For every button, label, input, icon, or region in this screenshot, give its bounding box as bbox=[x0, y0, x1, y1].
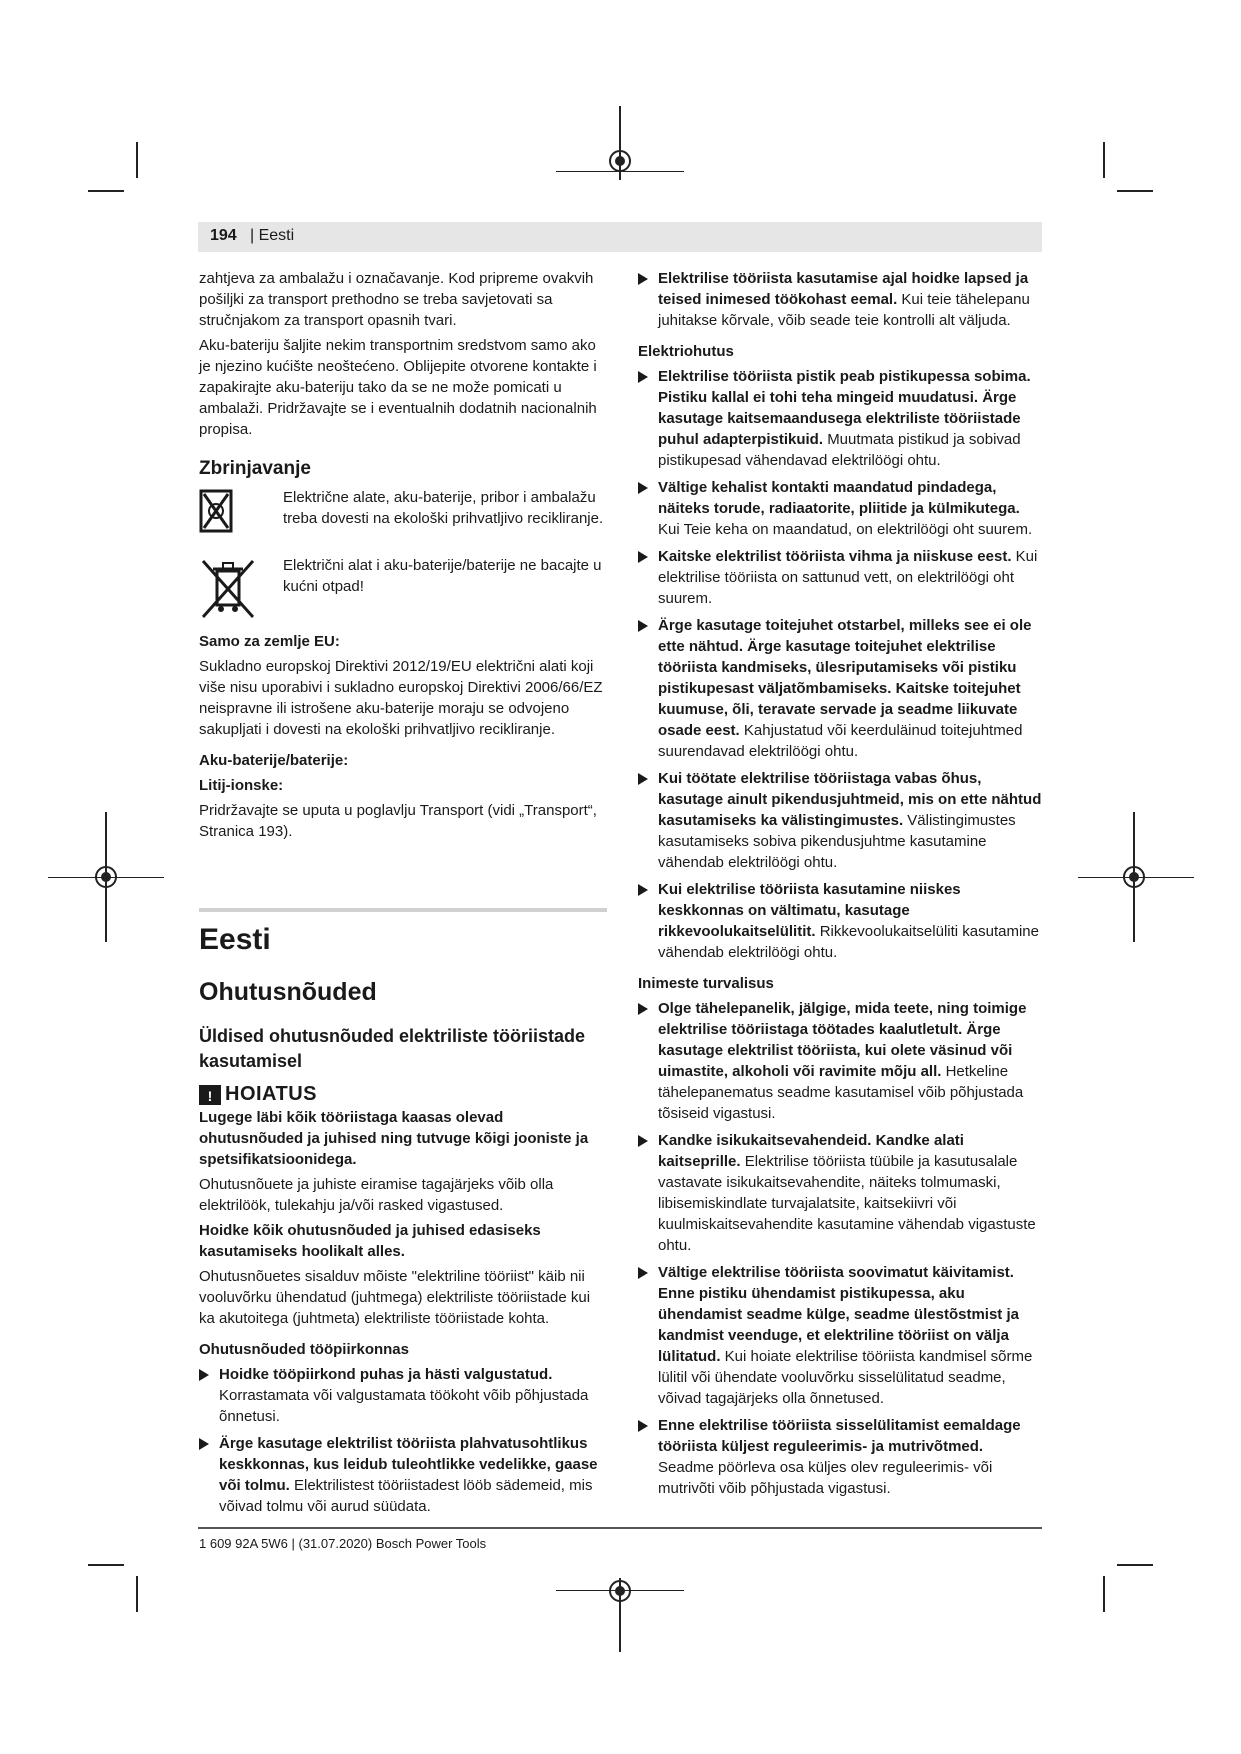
crop-mark bbox=[136, 142, 138, 178]
page-header bbox=[198, 222, 1042, 252]
crop-mark bbox=[88, 190, 124, 192]
bullet-arrow-icon bbox=[638, 773, 648, 785]
warning-triangle-icon: ! bbox=[199, 1085, 221, 1105]
disposal-item bbox=[199, 487, 607, 553]
general-safety-title: Üldised ohutusnõuded elektriliste tööriistade kasutamisel bbox=[199, 1026, 586, 1071]
section-divider bbox=[199, 908, 607, 912]
eu-text: Sukladno europskoj Direktivi 2012/19/EU električni alati koji više nisu uporabivi i sukladno europskoj Direktivi 2006/66/EZ neispravne ili istrošene aku-baterije moraju se odvojeno sakupljati i dovesti na ekološki prihvatljivo recikliranje. bbox=[199, 658, 603, 738]
list-item: Olge tähelepanelik, jälgige, mida teete, ning toimige elektrilise tööriistaga töötades kaalutletult. Ärge kasutage elektrilist tööriista, kui olete väsinud või uimastite, alkoholi või ravimite mõju all. Hetkeline tähelepanematus seadme kasutamisel võib põhjustada tõsiseid vigastusi. bbox=[638, 998, 1042, 1124]
bullet-arrow-icon bbox=[638, 884, 648, 896]
list-item: Elektrilise tööriista kasutamise ajal hoidke lapsed ja teised inimesed töökohast eemal. Kui teie tähelepanu juhitakse kõrvale, võib seade teie kontrolli alt väljuda. bbox=[638, 268, 1042, 331]
crop-mark bbox=[1117, 1564, 1153, 1566]
list-item: Kui elektrilise tööriista kasutamine niiskes keskkonnas on vältimatu, kasutage rikkevoolukaitselülitit. Rikkevoolukaitselüliti kasutamine vähendab elektrilöögi ohtu. bbox=[638, 879, 1042, 963]
footer-rule bbox=[198, 1527, 1042, 1529]
disposal-item bbox=[199, 555, 607, 621]
right-column bbox=[638, 268, 1042, 1505]
warning-badge bbox=[199, 1084, 357, 1105]
disposal-text-bin: Električni alat i aku-baterije/baterije ne bacajte u kućni otpad! bbox=[283, 557, 602, 595]
personal-safety-heading: Inimeste turvalisus bbox=[638, 975, 774, 992]
list-item: Ärge kasutage elektrilist tööriista plahvatusohtlikus keskkonnas, kus leidub tuleohtlikke vedelikke, gaase või tolmu. Elektrilistest tööriistadest lööb sädemeid, mis võivad tolmu või aurud süüdata. bbox=[199, 1433, 607, 1517]
list-item: Vältige elektrilise tööriista soovimatut käivitamist. Enne pistiku ühendamist pistikupessa, aku ühendamist seadme külge, seadme ülestõstmist ja kandmist veenduge, et elektriline tööriist on välja lülitatud. Kui hoiate elektrilise tööriista kandmisel sõrme lülitil või ühendate vooluvõrku sisselülitatud seadme, võivad tagajärjeks olla õnnetused. bbox=[638, 1262, 1042, 1409]
intro-paragraph: zahtjeva za ambalažu i označavanje. Kod pripreme ovakvih pošiljki za transport prethodno se treba savjetovati sa stručnjakom za transport opasnih tvari. bbox=[199, 270, 594, 329]
header-section: | Eesti bbox=[250, 227, 295, 244]
registration-mark-icon bbox=[609, 150, 631, 172]
liion-text: Pridržavajte se uputa u poglavlju Transport (vidi „Transport“, Stranica 193). bbox=[199, 802, 597, 840]
warning-text: Ohutusnõuete ja juhiste eiramise tagajärjeks võib olla elektrilöök, tulekahju ja/või rasked vigastused. bbox=[199, 1176, 554, 1214]
list-item: Kui töötate elektrilise tööriistaga vabas õhus, kasutage ainult pikendusjuhtmeid, mis on ette nähtud kasutamiseks ka välistingimustes. Välistingimustes kasutamiseks sobiva pikendusjuhtme kasutamine vähendab elektrilöögi ohtu. bbox=[638, 768, 1042, 873]
warning-block bbox=[199, 1084, 607, 1105]
footer-text: 1 609 92A 5W6 | (31.07.2020) Bosch Power Tools bbox=[199, 1536, 487, 1551]
left-column bbox=[199, 268, 607, 1523]
workplace-heading: Ohutusnõuded tööpiirkonnas bbox=[199, 1341, 409, 1358]
registration-mark-icon bbox=[95, 866, 117, 888]
crossed-bin-icon bbox=[199, 557, 257, 627]
term-definition: Ohutusnõuetes sisalduv mõiste "elektriline tööriist" käib nii vooluvõrku ühendatud (juhtmega) elektriliste tööriistade kui ka akutoitega (juhtmeta) elektriliste tööriistade kohta. bbox=[199, 1268, 591, 1327]
recycle-symbol-icon bbox=[199, 489, 233, 539]
bullet-arrow-icon bbox=[638, 620, 648, 632]
safety-title: Ohutusnõuded bbox=[199, 978, 377, 1006]
disposal-heading: Zbrinjavanje bbox=[199, 458, 311, 479]
crop-mark bbox=[1103, 142, 1105, 178]
keep-instructions-bold: Hoidke kõik ohutusnõuded ja juhised edasiseks kasutamiseks hoolikalt alles. bbox=[199, 1222, 541, 1260]
registration-mark-icon bbox=[1123, 866, 1145, 888]
bullet-arrow-icon bbox=[638, 273, 648, 285]
bullet-arrow-icon bbox=[638, 371, 648, 383]
list-item: Vältige kehalist kontakti maandatud pindadega, näiteks torude, radiaatorite, pliitide ja külmikutega. Kui Teie keha on maandatud, on elektrilöögi oht suurem. bbox=[638, 477, 1042, 540]
list-item: Kaitske elektrilist tööriista vihma ja niiskuse eest. Kui elektrilise tööriista on sattunud vett, on elektrilöögi oht suurem. bbox=[638, 546, 1042, 609]
list-item: Hoidke tööpiirkond puhas ja hästi valgustatud. Korrastamata või valgustamata töökoht võib põhjustada õnnetusi. bbox=[199, 1364, 607, 1427]
bullet-arrow-icon bbox=[199, 1369, 209, 1381]
crop-mark bbox=[1117, 190, 1153, 192]
bullet-arrow-icon bbox=[638, 482, 648, 494]
bullet-arrow-icon bbox=[638, 1267, 648, 1279]
liion-heading: Litij-ionske: bbox=[199, 777, 284, 794]
crop-mark bbox=[136, 1576, 138, 1612]
list-item: Elektrilise tööriista pistik peab pistikupessa sobima. Pistiku kallal ei tohi teha mingeid muudatusi. Ärge kasutage kaitsemaandusega elektriliste tööriistade puhul adapterpistikuid. Muutmata pistikud ja sobivad pistikupesad vähendavad elektrilöögi ohtu. bbox=[638, 366, 1042, 471]
bullet-arrow-icon bbox=[638, 1003, 648, 1015]
batteries-heading: Aku-baterije/baterije: bbox=[199, 752, 349, 769]
registration-mark-icon bbox=[609, 1580, 631, 1602]
electric-safety-heading: Elektriohutus bbox=[638, 343, 734, 360]
crop-mark bbox=[88, 1564, 124, 1566]
bullet-arrow-icon bbox=[638, 1420, 648, 1432]
list-item: Ärge kasutage toitejuhet otstarbel, milleks see ei ole ette nähtud. Ärge kasutage toitejuhet elektrilise tööriista kandmiseks, ülesriputamiseks või pistiku pistikupesast väljatõmbamiseks. Kaitske toitejuhet kuumuse, õli, teravate servade ja seadme liikuvate osade eest. Kahjustatud või keerduläinud toitejuhtmed suurendavad elektrilöögi ohtu. bbox=[638, 615, 1042, 762]
shipping-paragraph: Aku-bateriju šaljite nekim transportnim sredstvom samo ako je njezino kućište neoštećeno. Oblijepite otvorene kontakte i zapakirajte aku-bateriju tako da se ne može pomicati u ambalaži. Pridržavajte se i eventualnih dodatnih nacionalnih propisa. bbox=[199, 337, 597, 438]
eu-heading: Samo za zemlje EU: bbox=[199, 633, 340, 650]
bullet-arrow-icon bbox=[638, 551, 648, 563]
list-item: Kandke isikukaitsevahendeid. Kandke alati kaitseprille. Elektrilise tööriista tüübile ja kasutusalale vastavate isikukaitsevahendite, näiteks tolmumaski, libisemiskindlate turvajalatsite, kaitsekiivri või kuulmiskaitsevahendite kasutamine vähendab vigastuste ohtu. bbox=[638, 1130, 1042, 1256]
warning-bold: Lugege läbi kõik tööriistaga kaasas olevad ohutusnõuded ja juhised ning tutvuge kõigi jooniste ja spetsifikatsioonidega. bbox=[199, 1109, 589, 1168]
crop-mark bbox=[1103, 1576, 1105, 1612]
page-number: 194 bbox=[210, 227, 237, 244]
warning-word: HOIATUS bbox=[225, 1083, 318, 1105]
bullet-arrow-icon bbox=[638, 1135, 648, 1147]
bullet-arrow-icon bbox=[199, 1438, 209, 1450]
list-item: Enne elektrilise tööriista sisselülitamist eemaldage tööriista küljest reguleerimis- ja mutrivõtmed. Seadme pöörleva osa küljes olev reguleerimis- või mutrivõti võib põhjustada vigastusi. bbox=[638, 1415, 1042, 1499]
section-title: Eesti bbox=[199, 923, 271, 956]
disposal-text-recycle: Električne alate, aku-baterije, pribor i ambalažu treba dovesti na ekološki prihvatljivo recikliranje. bbox=[283, 489, 604, 527]
